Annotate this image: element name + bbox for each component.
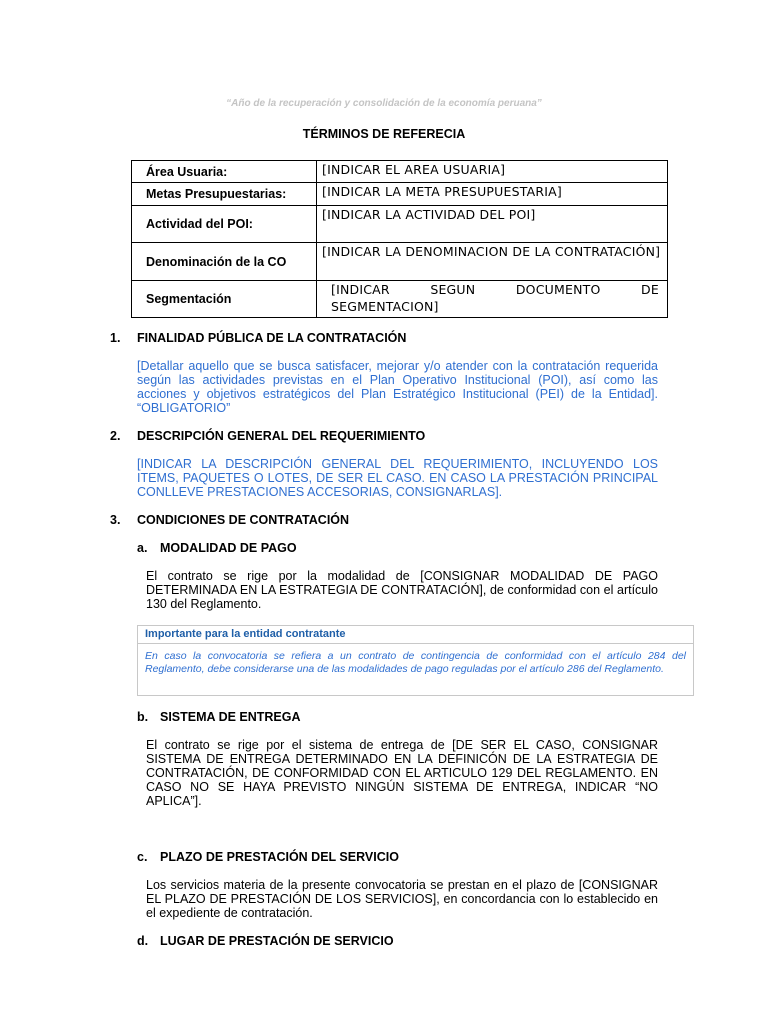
subsection-b-text: El contrato se rige por el sistema de entrega de [DE SER EL CASO, CONSIGNAR SISTEMA DE ENTREGA DETERMINADO EN LA DEFINICÓN DE LA ESTRATEGIA DE CONTRATACIÓN, DE CONFORMIDAD CON EL ARTICULO 129 DEL REGLAMENTO. EN CASO NO SE HAYA PREVISTO NINGÚN SISTEMA DE ENTREGA, INDICAR “NO APLICA”].: [146, 738, 658, 808]
section-2-heading: [110, 429, 425, 443]
table-row: [132, 161, 668, 183]
section-2-text: [INDICAR LA DESCRIPCIÓN GENERAL DEL REQUERIMIENTO, INCLUYENDO LOS ITEMS, PAQUETES O LOTES, DE SER EL CASO. EN CASO LA PRESTACIÓN PRINCIPAL CONLLEVE PRESTACIONES ACCESORIAS, CONSIGNARLAS].: [137, 457, 658, 499]
seg-word: DE: [641, 282, 659, 297]
subsection-c-heading: [137, 850, 399, 864]
seg-word: DOCUMENTO: [515, 282, 601, 297]
seg-line2: SEGMENTACION]: [331, 299, 439, 314]
subsection-a-text: El contrato se rige por la modalidad de [CONSIGNAR MODALIDAD DE PAGO DETERMINADA EN LA ESTRATEGIA DE CONTRATACIÓN], de conformidad con el artículo 130 del Reglamento.: [146, 569, 658, 611]
section-1-text: [Detallar aquello que se busca satisfacer, mejorar y/o atender con la contratación requerida según las actividades previstas en el Plan Operativo Institucional (POI), así como las acciones y objetivos estratégicos del Plan Estratégico Institucional (PEI) de la Entidad]. “OBLIGATORIO”: [137, 359, 658, 415]
section-title: DESCRIPCIÓN GENERAL DEL REQUERIMIENTO: [137, 429, 426, 443]
metas-value: [INDICAR LA META PRESUPUESTARIA]: [317, 183, 668, 206]
note-text: En caso la convocatoria se refiera a un contrato de contingencia de conformidad con el artículo 284 del Reglamento, debe considerarse una de las modalidades de pago reguladas por el artículo 286 del Reglamento.: [145, 650, 686, 675]
section-number: 2.: [110, 429, 121, 443]
section-title: FINALIDAD PÚBLICA DE LA CONTRATACIÓN: [137, 331, 407, 345]
section-3-heading: [110, 513, 349, 527]
table-row: [132, 183, 668, 206]
subsection-title: LUGAR DE PRESTACIÓN DE SERVICIO: [160, 934, 394, 948]
segmentacion-label: Segmentación: [132, 281, 317, 318]
important-note-box: [137, 625, 694, 696]
subsection-d-heading: [137, 934, 394, 948]
subsection-letter: b.: [137, 710, 149, 724]
table-row: [132, 243, 668, 281]
subsection-title: MODALIDAD DE PAGO: [160, 541, 297, 555]
subsection-b-heading: [137, 710, 301, 724]
table-row: [132, 281, 668, 318]
subsection-a-heading: [137, 541, 297, 555]
year-motto: “Año de la recuperación y consolidación de la economía peruana”: [226, 98, 542, 109]
note-heading: Importante para la entidad contratante: [138, 626, 693, 644]
denominacion-label: Denominación de la CO: [132, 243, 317, 281]
section-title: CONDICIONES DE CONTRATACIÓN: [137, 513, 350, 527]
area-usuaria-value: [INDICAR EL AREA USUARIA]: [317, 161, 668, 183]
area-usuaria-label: Área Usuaria:: [132, 161, 317, 183]
document-title: TÉRMINOS DE REFERECIA: [302, 127, 466, 141]
actividad-poi-value: [INDICAR LA ACTIVIDAD DEL POI]: [317, 206, 668, 243]
subsection-title: PLAZO DE PRESTACIÓN DEL SERVICIO: [160, 850, 399, 864]
section-number: 1.: [110, 331, 121, 345]
subsection-letter: c.: [137, 850, 148, 864]
denominacion-value: [INDICAR LA DENOMINACION DE LA CONTRATACIÓN]: [317, 243, 668, 281]
subsection-c-text: Los servicios materia de la presente convocatoria se prestan en el plazo de [CONSIGNAR EL PLAZO DE PRESTACIÓN DE LOS SERVICIOS], en concordancia con lo establecido en el expediente de contratación.: [146, 878, 658, 920]
segmentacion-value: [317, 281, 668, 318]
metas-label: Metas Presupuestarias:: [132, 183, 317, 206]
section-1-heading: [110, 331, 406, 345]
actividad-poi-label: Actividad del POI:: [132, 206, 317, 243]
section-number: 3.: [110, 513, 121, 527]
seg-word: [INDICAR: [331, 282, 390, 297]
subsection-letter: a.: [137, 541, 148, 555]
subsection-letter: d.: [137, 934, 149, 948]
table-row: [132, 206, 668, 243]
seg-word: SEGUN: [430, 282, 476, 297]
subsection-title: SISTEMA DE ENTREGA: [160, 710, 301, 724]
info-table: [131, 160, 668, 318]
